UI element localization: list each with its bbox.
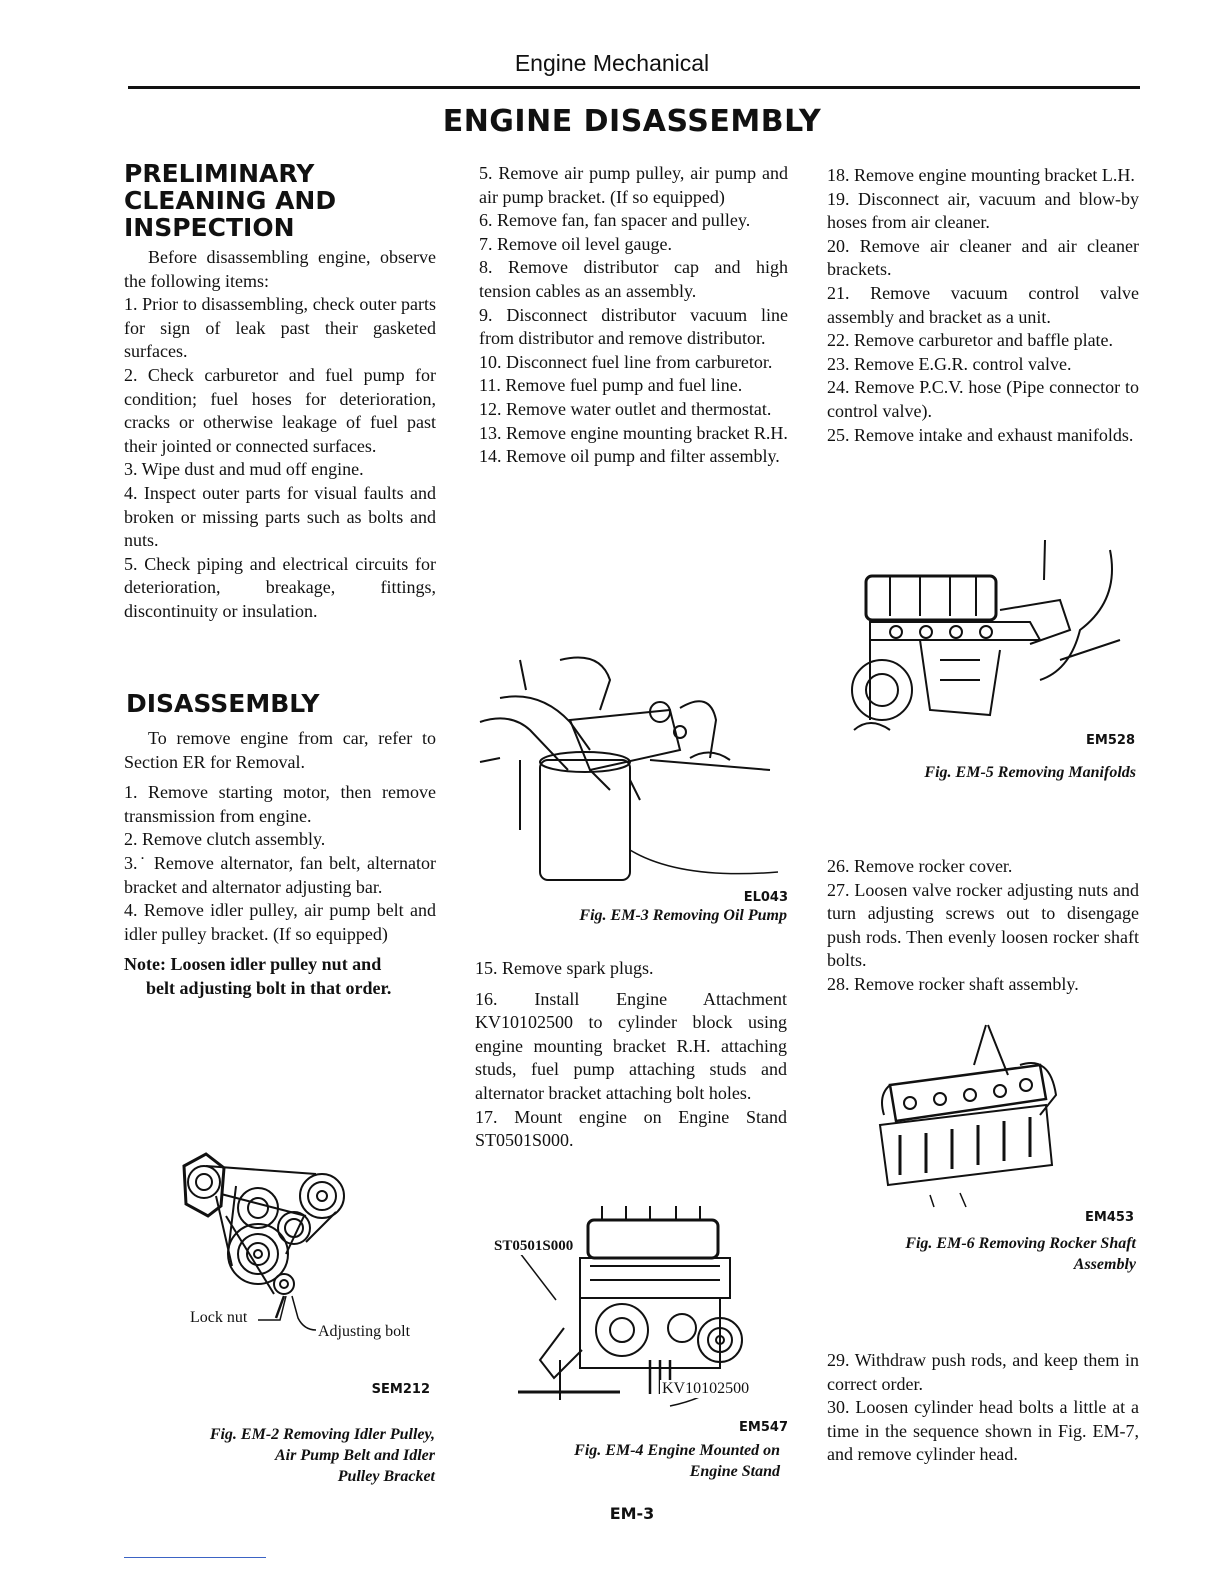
steps-5-14: [479, 162, 788, 469]
figure-caption-em6: Fig. EM-6 Removing Rocker Shaft Assembly: [905, 1235, 1136, 1273]
preliminary-text: [124, 246, 436, 624]
list-item: 4. Inspect outer parts for visual faults and broken or missing parts such as bolts and nuts.: [124, 482, 436, 551]
footer-rule: [124, 1557, 266, 1558]
oil-pump-illustration: [480, 650, 780, 890]
list-item: 7. Remove oil level gauge.: [479, 233, 672, 254]
list-item: 12. Remove water outlet and thermostat.: [479, 398, 772, 419]
list-item: 1. Prior to disassembling, check outer parts for sign of leak past their gasketed surfaces.: [124, 294, 436, 362]
list-item: 26. Remove rocker cover.: [827, 856, 1013, 876]
list-item: 13. Remove engine mounting bracket R.H.: [479, 422, 788, 443]
list-item: 23. Remove E.G.R. control valve.: [827, 353, 1072, 374]
list-item: 5. Check piping and electrical circuits for deterioration, breakage, fittings, discontinuity or insulation.: [124, 553, 436, 621]
figure-code: SEM212: [371, 1382, 430, 1397]
figure-code: EM528: [1086, 733, 1135, 748]
page-title: ENGINE DISASSEMBLY: [442, 104, 822, 139]
list-item: 27. Loosen valve rocker adjusting nuts and turn adjusting screws out to disengage push rods. Then evenly loosen rocker shaft bolts.: [827, 879, 1139, 971]
manifold-illustration: [830, 540, 1130, 735]
adjusting-bolt-label: Adjusting bolt: [318, 1323, 411, 1340]
figure-caption-em2: Fig. EM-2 Removing Idler Pulley, Air Pump Belt and Idler Pulley Bracket: [209, 1426, 435, 1485]
page-number: EM-3: [609, 1504, 655, 1523]
list-item: 4. Remove idler pulley, air pump belt and idler pulley bracket. (If so equipped): [124, 900, 436, 944]
note: Note: Loosen idler pulley nut and belt adjusting bolt in that order.: [124, 954, 392, 998]
header-rule: [128, 86, 1140, 89]
paragraph: Before disassembling engine, observe the following items:: [124, 247, 436, 291]
label-leaders: [256, 1290, 326, 1340]
list-item: 20. Remove air cleaner and air cleaner brackets.: [827, 235, 1139, 280]
list-item: 3.˙ Remove alternator, fan belt, alternator bracket and alternator adjusting bar.: [124, 852, 436, 897]
running-header: Engine Mechanical: [514, 50, 710, 76]
engine-attachment-label: KV10102500: [662, 1380, 750, 1397]
figure-code: EM453: [1085, 1210, 1134, 1225]
list-item: 15. Remove spark plugs.: [475, 958, 654, 978]
list-item: 10. Disconnect fuel line from carburetor.: [479, 351, 773, 372]
rocker-shaft-illustration: [870, 1025, 1060, 1205]
section-title-disassembly: DISASSEMBLY: [126, 689, 320, 718]
list-item: 19. Disconnect air, vacuum and blow-by hoses from air cleaner.: [827, 188, 1139, 233]
disassembly-text: [124, 727, 436, 1001]
list-item: 6. Remove fan, fan spacer and pulley.: [479, 210, 751, 231]
list-item: 24. Remove P.C.V. hose (Pipe connector to control valve).: [827, 377, 1139, 421]
list-item: 11. Remove fuel pump and fuel line.: [479, 375, 743, 396]
list-item: 16. Install Engine Attachment KV10102500 to cylinder block using engine mounting bracket R.H. attaching studs, fuel pump attaching studs and alternator bracket attaching bolt holes.: [475, 988, 787, 1103]
list-item: 14. Remove oil pump and filter assembly.: [479, 446, 780, 467]
list-item: 30. Loosen cylinder head bolts a little at a time in the sequence shown in Fig. EM-7, and remove cylinder head.: [827, 1397, 1139, 1465]
list-item: 2. Check carburetor and fuel pump for condition; fuel hoses for deterioration, cracks or otherwise leakage of fuel past their jointed or connected surfaces.: [124, 364, 436, 456]
list-item: 3. Wipe dust and mud off engine.: [124, 459, 364, 480]
steps-26-28: [827, 855, 1139, 997]
steps-18-25: [827, 164, 1139, 447]
list-item: 17. Mount engine on Engine Stand ST0501S000.: [475, 1106, 787, 1151]
paragraph: To remove engine from car, refer to Section ER for Removal.: [124, 728, 436, 772]
lock-nut-label: Lock nut: [190, 1309, 248, 1326]
list-item: 2. Remove clutch assembly.: [124, 829, 326, 850]
figure-caption-em5: Fig. EM-5 Removing Manifolds: [924, 764, 1136, 781]
list-item: 21. Remove vacuum control valve assembly and bracket as a unit.: [827, 282, 1139, 327]
figure-caption-em4: Fig. EM-4 Engine Mounted on Engine Stand: [574, 1442, 780, 1480]
steps-29-30: [827, 1349, 1139, 1467]
figure-caption-em3: Fig. EM-3 Removing Oil Pump: [579, 907, 787, 924]
list-item: 29. Withdraw push rods, and keep them in correct order.: [827, 1350, 1139, 1394]
list-item: 22. Remove carburetor and baffle plate.: [827, 330, 1114, 351]
figure-code: EL043: [743, 890, 788, 905]
list-item: 5. Remove air pump pulley, air pump and air pump bracket. (If so equipped): [479, 163, 788, 207]
list-item: 8. Remove distributor cap and high tension cables as an assembly.: [479, 257, 788, 301]
list-item: 9. Disconnect distributor vacuum line from distributor and remove distributor.: [479, 304, 788, 349]
list-item: 18. Remove engine mounting bracket L.H.: [827, 165, 1135, 185]
engine-stand-label: ST0501S000: [494, 1238, 574, 1254]
section-title-preliminary: PRELIMINARY CLEANING AND INSPECTION: [124, 159, 337, 242]
list-item: 1. Remove starting motor, then remove transmission from engine.: [124, 782, 436, 826]
list-item: 28. Remove rocker shaft assembly.: [827, 973, 1079, 994]
steps-15-17: [475, 957, 787, 1153]
list-item: 25. Remove intake and exhaust manifolds.: [827, 424, 1134, 445]
figure-code: EM547: [739, 1420, 788, 1435]
